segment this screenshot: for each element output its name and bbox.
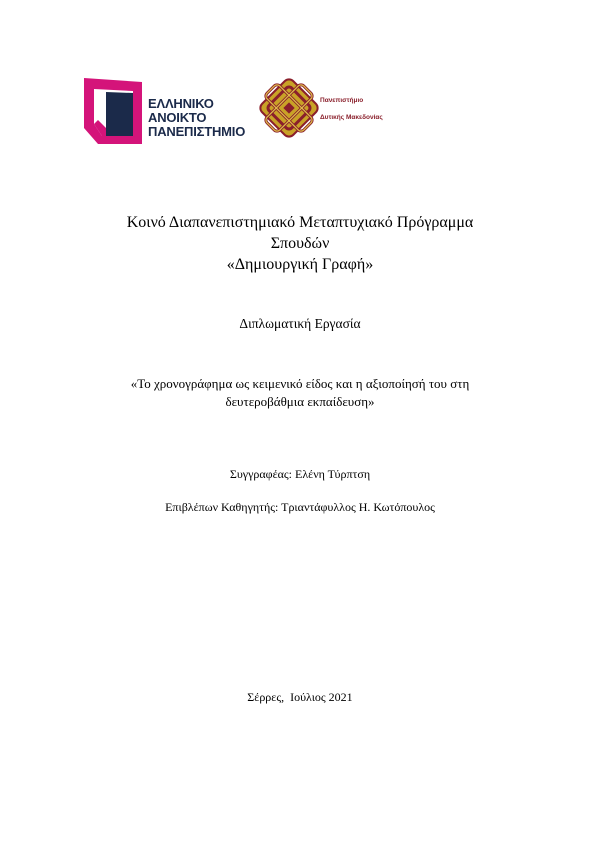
supervisor-line: Επιβλέπων Καθηγητής: Τριαντάφυλλος Η. Κωτόπουλος <box>165 500 435 514</box>
hellenic-open-university-logo <box>84 78 260 144</box>
hou-logo-text-line2: ΑΝΟΙΚΤΟ <box>148 110 207 125</box>
program-name-line3: «Δημιουργική Γραφή» <box>226 256 374 273</box>
university-western-macedonia-logo <box>256 72 396 144</box>
uowm-logo-text-line2: Δυτικής Μακεδονίας <box>320 114 383 121</box>
author-line: Συγγραφέας: Ελένη Τύρπτση <box>229 467 371 481</box>
uowm-logo-text-line1: Πανεπιστήμιο <box>320 97 364 104</box>
uowm-knot-emblem-icon <box>256 72 322 144</box>
thesis-title-line2: δευτεροβάθμια εκπαίδευση» <box>225 394 375 409</box>
hou-logo-text-line1: ΕΛΛΗΝΙΚΟ <box>148 96 214 111</box>
program-name-line1: Κοινό Διαπανεπιστημιακό Μεταπτυχιακό Πρόγραμμα <box>126 214 474 231</box>
thesis-title-line1: «Το χρονογράφημα ως κειμενικό είδος και η αξιοποίησή του στη <box>130 376 470 391</box>
hou-logo-text-line3: ΠΑΝΕΠΙΣΤΗΜΙΟ <box>148 124 246 139</box>
hou-emblem-icon <box>84 78 148 144</box>
thesis-type: Διπλωματική Εργασία <box>239 316 361 331</box>
place-date-line: Σέρρες, Ιούλιος 2021 <box>247 690 353 704</box>
program-name-line2: Σπουδών <box>270 235 330 252</box>
